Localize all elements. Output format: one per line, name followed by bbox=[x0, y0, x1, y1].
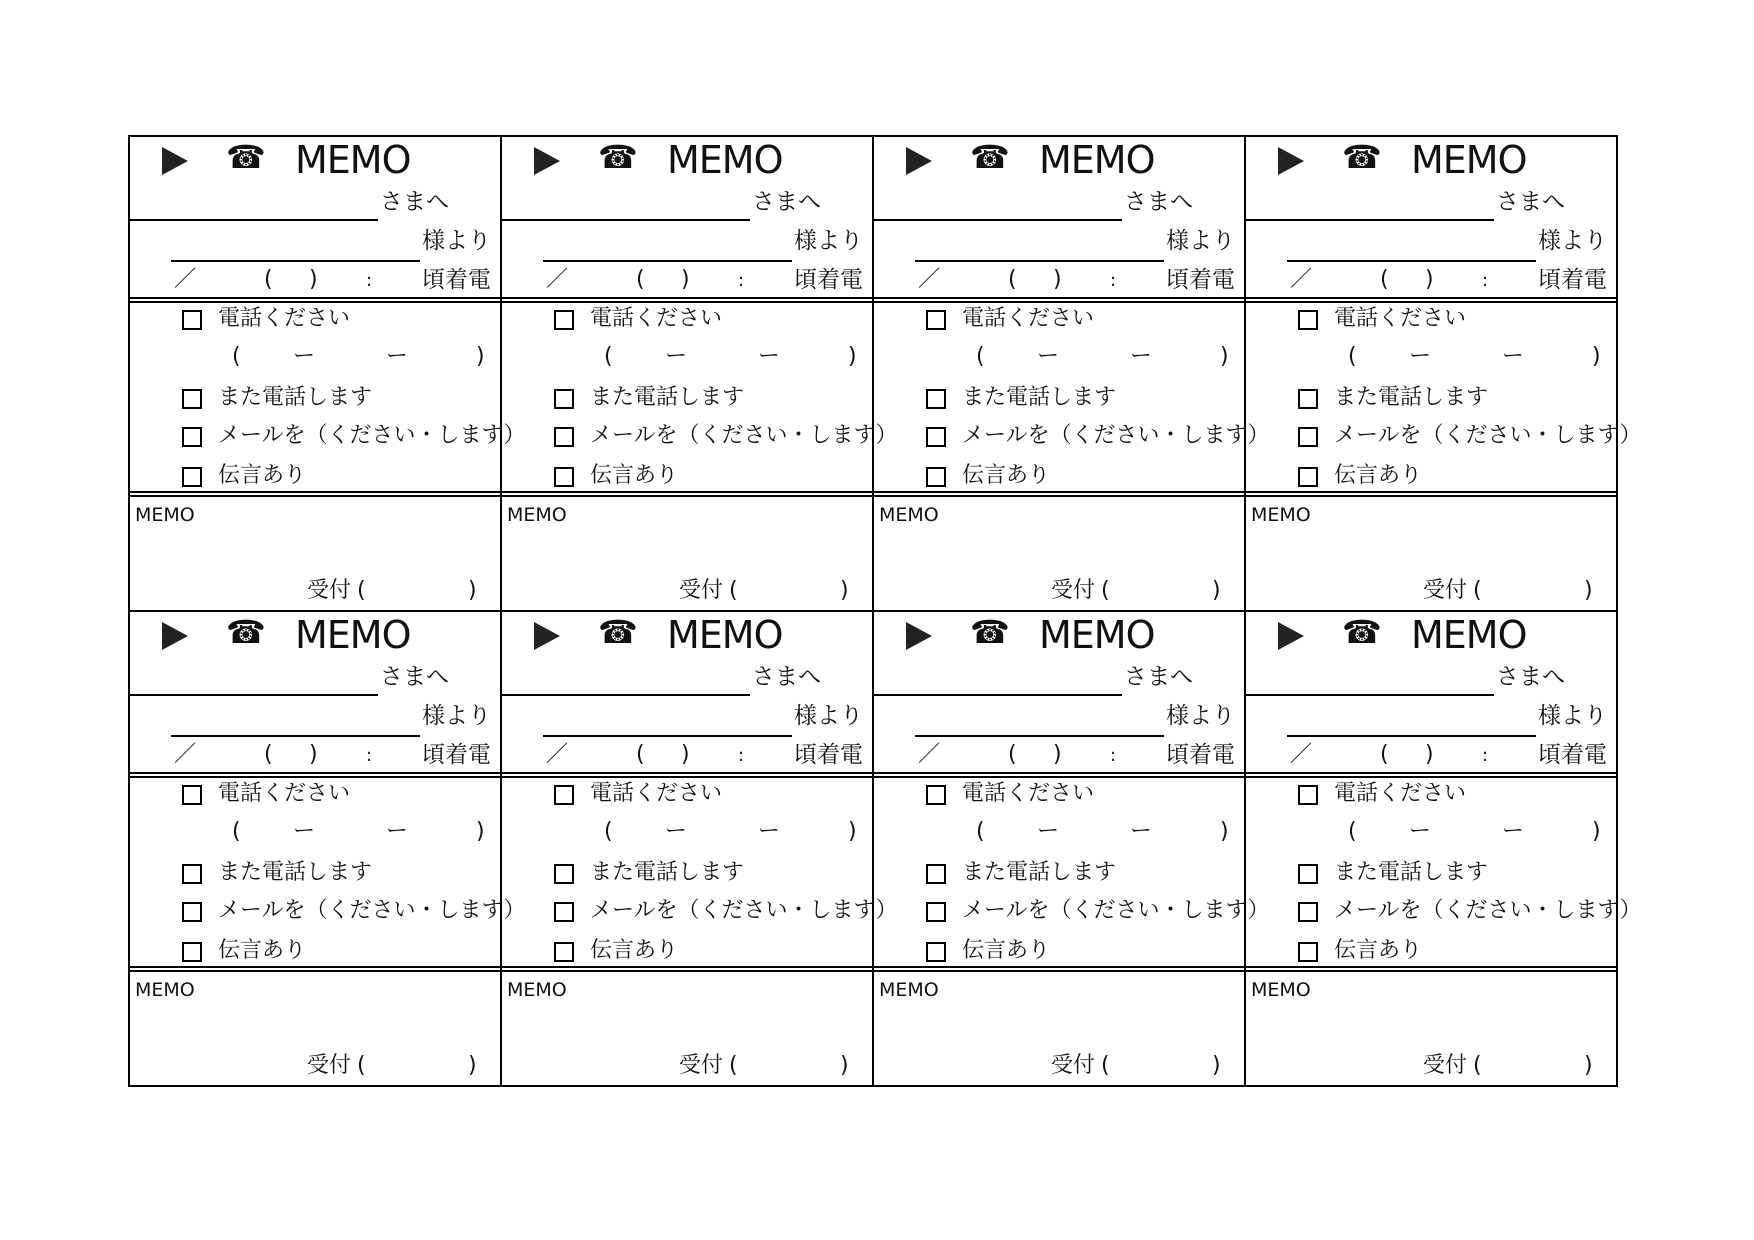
to-name-field[interactable] bbox=[874, 694, 1122, 696]
separator-top bbox=[502, 772, 872, 774]
memo-title: MEMO bbox=[1411, 613, 1527, 657]
phone-dash-1: ー bbox=[1037, 344, 1060, 369]
received-paren-close: ) bbox=[1584, 1053, 1593, 1078]
time-colon: : bbox=[1110, 270, 1117, 291]
memo-title: MEMO bbox=[667, 138, 783, 182]
to-suffix-label: さまへ bbox=[380, 189, 449, 215]
to-name-field[interactable] bbox=[130, 694, 378, 696]
date-slash: ／ bbox=[918, 267, 941, 292]
option-will-call-again-label: また電話します bbox=[1334, 860, 1489, 885]
checkbox-will-call-again[interactable] bbox=[554, 864, 574, 884]
checkbox-message[interactable] bbox=[1298, 942, 1318, 962]
option-call-back-label: 電話ください bbox=[590, 781, 723, 806]
option-email-label: メールを（ください・します） bbox=[1334, 423, 1642, 448]
phone-paren-open: ( bbox=[1348, 819, 1357, 844]
checkbox-call-back[interactable] bbox=[926, 310, 946, 330]
memo-label: MEMO bbox=[507, 979, 567, 1001]
separator-bottom-inner bbox=[502, 495, 872, 497]
memo-title: MEMO bbox=[1039, 613, 1155, 657]
to-name-field[interactable] bbox=[1246, 694, 1494, 696]
option-email-label: メールを（ください・します） bbox=[590, 423, 898, 448]
time-suffix-label: 頃着電 bbox=[794, 742, 863, 768]
memo-label: MEMO bbox=[135, 504, 195, 526]
phone-paren-close: ) bbox=[848, 344, 857, 369]
checkbox-message[interactable] bbox=[926, 942, 946, 962]
time-suffix-label: 頃着電 bbox=[1538, 267, 1607, 293]
time-colon: : bbox=[1482, 745, 1489, 766]
received-label: 受付 bbox=[1423, 578, 1468, 603]
checkbox-will-call-again[interactable] bbox=[554, 389, 574, 409]
phone-dash-1: ー bbox=[665, 819, 688, 844]
received-paren-open: ( bbox=[1101, 578, 1110, 603]
date-slash: ／ bbox=[1290, 267, 1313, 292]
phone-memo-card bbox=[873, 611, 1270, 1086]
time-suffix-label: 頃着電 bbox=[1166, 742, 1235, 768]
checkbox-email[interactable] bbox=[182, 427, 202, 447]
checkbox-will-call-again[interactable] bbox=[1298, 389, 1318, 409]
received-label: 受付 bbox=[307, 1053, 352, 1078]
separator-bottom-inner bbox=[1246, 970, 1616, 972]
option-will-call-again-label: また電話します bbox=[218, 860, 373, 885]
memo-label: MEMO bbox=[507, 504, 567, 526]
phone-dash-2: ー bbox=[758, 819, 781, 844]
checkbox-call-back[interactable] bbox=[554, 785, 574, 805]
phone-paren-close: ) bbox=[1220, 344, 1229, 369]
option-call-back-label: 電話ください bbox=[218, 781, 351, 806]
received-label: 受付 bbox=[1051, 1053, 1096, 1078]
to-name-field[interactable] bbox=[130, 219, 378, 221]
checkbox-email[interactable] bbox=[554, 427, 574, 447]
checkbox-will-call-again[interactable] bbox=[926, 864, 946, 884]
separator-top bbox=[874, 297, 1244, 299]
separator-bottom bbox=[502, 491, 872, 493]
option-will-call-again-label: また電話します bbox=[962, 860, 1117, 885]
received-label: 受付 bbox=[307, 578, 352, 603]
separator-top bbox=[130, 772, 500, 774]
memo-title: MEMO bbox=[1039, 138, 1155, 182]
phone-paren-close: ) bbox=[476, 344, 485, 369]
to-name-field[interactable] bbox=[502, 694, 750, 696]
phone-dash-2: ー bbox=[1130, 344, 1153, 369]
play-triangle-icon bbox=[162, 622, 188, 650]
checkbox-email[interactable] bbox=[1298, 427, 1318, 447]
separator-bottom bbox=[874, 966, 1244, 968]
play-triangle-icon bbox=[1278, 622, 1304, 650]
separator-top-inner bbox=[502, 301, 872, 303]
separator-bottom bbox=[130, 491, 500, 493]
option-call-back-label: 電話ください bbox=[962, 781, 1095, 806]
time-colon: : bbox=[738, 745, 745, 766]
to-suffix-label: さまへ bbox=[1124, 189, 1193, 215]
option-call-back-label: 電話ください bbox=[218, 306, 351, 331]
weekday-paren-close: ) bbox=[1053, 267, 1062, 292]
weekday-paren-open: ( bbox=[264, 267, 273, 292]
separator-top-inner bbox=[502, 776, 872, 778]
from-suffix-label: 様より bbox=[794, 228, 863, 254]
phone-memo-card bbox=[1245, 136, 1642, 611]
play-triangle-icon bbox=[162, 147, 188, 175]
checkbox-message[interactable] bbox=[926, 467, 946, 487]
from-suffix-label: 様より bbox=[1538, 228, 1607, 254]
phone-dash-1: ー bbox=[665, 344, 688, 369]
received-paren-open: ( bbox=[357, 1053, 366, 1078]
weekday-paren-open: ( bbox=[1008, 742, 1017, 767]
option-email-label: メールを（ください・します） bbox=[218, 423, 526, 448]
play-triangle-icon bbox=[906, 622, 932, 650]
checkbox-email[interactable] bbox=[926, 902, 946, 922]
play-triangle-icon bbox=[534, 147, 560, 175]
checkbox-message[interactable] bbox=[554, 942, 574, 962]
separator-bottom-inner bbox=[1246, 495, 1616, 497]
option-will-call-again-label: また電話します bbox=[590, 385, 745, 410]
checkbox-call-back[interactable] bbox=[554, 310, 574, 330]
time-colon: : bbox=[366, 745, 373, 766]
memo-label: MEMO bbox=[1251, 504, 1311, 526]
phone-memo-card bbox=[501, 136, 898, 611]
date-slash: ／ bbox=[174, 742, 197, 767]
weekday-paren-close: ) bbox=[1053, 742, 1062, 767]
phone-memo-card bbox=[1245, 611, 1642, 1086]
from-name-field[interactable] bbox=[1287, 260, 1536, 262]
phone-dash-2: ー bbox=[758, 344, 781, 369]
phone-paren-open: ( bbox=[604, 819, 613, 844]
received-paren-close: ) bbox=[1584, 578, 1593, 603]
received-paren-open: ( bbox=[1473, 1053, 1482, 1078]
weekday-paren-open: ( bbox=[636, 742, 645, 767]
phone-dash-1: ー bbox=[293, 344, 316, 369]
separator-top bbox=[874, 772, 1244, 774]
separator-top-inner bbox=[1246, 301, 1616, 303]
to-suffix-label: さまへ bbox=[1496, 664, 1565, 690]
phone-dash-1: ー bbox=[1409, 344, 1432, 369]
option-call-back-label: 電話ください bbox=[962, 306, 1095, 331]
option-call-back-label: 電話ください bbox=[590, 306, 723, 331]
checkbox-message[interactable] bbox=[182, 942, 202, 962]
weekday-paren-open: ( bbox=[636, 267, 645, 292]
separator-top-inner bbox=[1246, 776, 1616, 778]
telephone-icon: ☎ bbox=[1342, 613, 1382, 651]
phone-paren-open: ( bbox=[1348, 344, 1357, 369]
received-paren-close: ) bbox=[1212, 1053, 1221, 1078]
separator-bottom-inner bbox=[502, 970, 872, 972]
time-suffix-label: 頃着電 bbox=[1538, 742, 1607, 768]
separator-top bbox=[502, 297, 872, 299]
weekday-paren-close: ) bbox=[681, 267, 690, 292]
option-message-label: 伝言あり bbox=[962, 938, 1051, 963]
telephone-icon: ☎ bbox=[598, 138, 638, 176]
phone-dash-2: ー bbox=[386, 344, 409, 369]
weekday-paren-open: ( bbox=[1008, 267, 1017, 292]
telephone-icon: ☎ bbox=[226, 613, 266, 651]
memo-label: MEMO bbox=[879, 504, 939, 526]
memo-title: MEMO bbox=[667, 613, 783, 657]
option-message-label: 伝言あり bbox=[590, 938, 679, 963]
checkbox-call-back[interactable] bbox=[182, 785, 202, 805]
separator-bottom bbox=[502, 966, 872, 968]
date-slash: ／ bbox=[918, 742, 941, 767]
memo-sheet bbox=[128, 135, 1642, 1087]
option-message-label: 伝言あり bbox=[218, 938, 307, 963]
from-name-field[interactable] bbox=[915, 260, 1164, 262]
option-will-call-again-label: また電話します bbox=[962, 385, 1117, 410]
to-suffix-label: さまへ bbox=[1496, 189, 1565, 215]
separator-top bbox=[1246, 772, 1616, 774]
play-triangle-icon bbox=[906, 147, 932, 175]
received-paren-close: ) bbox=[468, 578, 477, 603]
from-name-field[interactable] bbox=[543, 260, 792, 262]
checkbox-will-call-again[interactable] bbox=[182, 389, 202, 409]
option-call-back-label: 電話ください bbox=[1334, 781, 1467, 806]
time-suffix-label: 頃着電 bbox=[422, 267, 491, 293]
time-colon: : bbox=[738, 270, 745, 291]
option-message-label: 伝言あり bbox=[218, 463, 307, 488]
separator-top-inner bbox=[874, 301, 1244, 303]
separator-top-inner bbox=[130, 301, 500, 303]
memo-title: MEMO bbox=[295, 138, 411, 182]
checkbox-will-call-again[interactable] bbox=[926, 389, 946, 409]
weekday-paren-open: ( bbox=[1380, 267, 1389, 292]
option-email-label: メールを（ください・します） bbox=[962, 423, 1270, 448]
option-message-label: 伝言あり bbox=[590, 463, 679, 488]
weekday-paren-close: ) bbox=[1425, 742, 1434, 767]
memo-label: MEMO bbox=[1251, 979, 1311, 1001]
separator-top-inner bbox=[874, 776, 1244, 778]
received-label: 受付 bbox=[1051, 578, 1096, 603]
option-email-label: メールを（ください・します） bbox=[218, 898, 526, 923]
memo-label: MEMO bbox=[135, 979, 195, 1001]
option-email-label: メールを（ください・します） bbox=[1334, 898, 1642, 923]
checkbox-email[interactable] bbox=[926, 427, 946, 447]
to-suffix-label: さまへ bbox=[752, 664, 821, 690]
phone-dash-2: ー bbox=[1502, 819, 1525, 844]
phone-dash-2: ー bbox=[1130, 819, 1153, 844]
separator-bottom-inner bbox=[130, 495, 500, 497]
play-triangle-icon bbox=[1278, 147, 1304, 175]
option-message-label: 伝言あり bbox=[962, 463, 1051, 488]
time-colon: : bbox=[1482, 270, 1489, 291]
separator-top bbox=[1246, 297, 1616, 299]
phone-paren-close: ) bbox=[1220, 819, 1229, 844]
phone-dash-2: ー bbox=[1502, 344, 1525, 369]
received-label: 受付 bbox=[1423, 1053, 1468, 1078]
checkbox-call-back[interactable] bbox=[1298, 310, 1318, 330]
separator-bottom bbox=[874, 491, 1244, 493]
phone-memo-card bbox=[129, 611, 526, 1086]
from-suffix-label: 様より bbox=[422, 703, 491, 729]
telephone-icon: ☎ bbox=[598, 613, 638, 651]
from-name-field[interactable] bbox=[1287, 735, 1536, 737]
from-suffix-label: 様より bbox=[422, 228, 491, 254]
telephone-icon: ☎ bbox=[970, 138, 1010, 176]
phone-paren-close: ) bbox=[1592, 819, 1601, 844]
checkbox-call-back[interactable] bbox=[1298, 785, 1318, 805]
time-suffix-label: 頃着電 bbox=[1166, 267, 1235, 293]
phone-paren-open: ( bbox=[232, 344, 241, 369]
received-paren-open: ( bbox=[357, 578, 366, 603]
option-will-call-again-label: また電話します bbox=[218, 385, 373, 410]
weekday-paren-open: ( bbox=[264, 742, 273, 767]
memo-label: MEMO bbox=[879, 979, 939, 1001]
to-name-field[interactable] bbox=[1246, 219, 1494, 221]
weekday-paren-close: ) bbox=[1425, 267, 1434, 292]
from-suffix-label: 様より bbox=[1166, 228, 1235, 254]
checkbox-call-back[interactable] bbox=[926, 785, 946, 805]
phone-memo-card bbox=[873, 136, 1270, 611]
weekday-paren-close: ) bbox=[309, 742, 318, 767]
date-slash: ／ bbox=[546, 267, 569, 292]
checkbox-call-back[interactable] bbox=[182, 310, 202, 330]
checkbox-email[interactable] bbox=[1298, 902, 1318, 922]
phone-paren-close: ) bbox=[848, 819, 857, 844]
memo-title: MEMO bbox=[295, 613, 411, 657]
received-paren-open: ( bbox=[729, 1053, 738, 1078]
option-email-label: メールを（ください・します） bbox=[962, 898, 1270, 923]
time-suffix-label: 頃着電 bbox=[422, 742, 491, 768]
option-will-call-again-label: また電話します bbox=[1334, 385, 1489, 410]
to-suffix-label: さまへ bbox=[380, 664, 449, 690]
checkbox-message[interactable] bbox=[1298, 467, 1318, 487]
from-name-field[interactable] bbox=[171, 735, 420, 737]
option-message-label: 伝言あり bbox=[1334, 463, 1423, 488]
to-name-field[interactable] bbox=[502, 219, 750, 221]
option-email-label: メールを（ください・します） bbox=[590, 898, 898, 923]
received-paren-close: ) bbox=[840, 1053, 849, 1078]
telephone-icon: ☎ bbox=[1342, 138, 1382, 176]
from-name-field[interactable] bbox=[171, 260, 420, 262]
checkbox-email[interactable] bbox=[554, 902, 574, 922]
telephone-icon: ☎ bbox=[226, 138, 266, 176]
from-suffix-label: 様より bbox=[1166, 703, 1235, 729]
received-paren-close: ) bbox=[1212, 578, 1221, 603]
date-slash: ／ bbox=[546, 742, 569, 767]
separator-bottom-inner bbox=[130, 970, 500, 972]
from-name-field[interactable] bbox=[915, 735, 1164, 737]
received-paren-open: ( bbox=[729, 578, 738, 603]
phone-paren-close: ) bbox=[476, 819, 485, 844]
play-triangle-icon bbox=[534, 622, 560, 650]
phone-dash-2: ー bbox=[386, 819, 409, 844]
received-paren-close: ) bbox=[468, 1053, 477, 1078]
phone-dash-1: ー bbox=[1409, 819, 1432, 844]
separator-top-inner bbox=[130, 776, 500, 778]
phone-memo-card bbox=[129, 136, 526, 611]
separator-bottom bbox=[1246, 491, 1616, 493]
phone-paren-open: ( bbox=[976, 344, 985, 369]
phone-paren-open: ( bbox=[976, 819, 985, 844]
weekday-paren-open: ( bbox=[1380, 742, 1389, 767]
checkbox-will-call-again[interactable] bbox=[1298, 864, 1318, 884]
phone-paren-close: ) bbox=[1592, 344, 1601, 369]
time-colon: : bbox=[1110, 745, 1117, 766]
time-suffix-label: 頃着電 bbox=[794, 267, 863, 293]
received-label: 受付 bbox=[679, 578, 724, 603]
to-name-field[interactable] bbox=[874, 219, 1122, 221]
separator-bottom bbox=[1246, 966, 1616, 968]
option-will-call-again-label: また電話します bbox=[590, 860, 745, 885]
phone-paren-open: ( bbox=[232, 819, 241, 844]
checkbox-will-call-again[interactable] bbox=[182, 864, 202, 884]
from-suffix-label: 様より bbox=[1538, 703, 1607, 729]
received-paren-open: ( bbox=[1101, 1053, 1110, 1078]
phone-memo-card bbox=[501, 611, 898, 1086]
telephone-icon: ☎ bbox=[970, 613, 1010, 651]
separator-bottom-inner bbox=[874, 495, 1244, 497]
date-slash: ／ bbox=[174, 267, 197, 292]
memo-title: MEMO bbox=[1411, 138, 1527, 182]
separator-bottom-inner bbox=[874, 970, 1244, 972]
received-label: 受付 bbox=[679, 1053, 724, 1078]
phone-paren-open: ( bbox=[604, 344, 613, 369]
weekday-paren-close: ) bbox=[681, 742, 690, 767]
checkbox-message[interactable] bbox=[182, 467, 202, 487]
to-suffix-label: さまへ bbox=[1124, 664, 1193, 690]
separator-top bbox=[130, 297, 500, 299]
to-suffix-label: さまへ bbox=[752, 189, 821, 215]
phone-dash-1: ー bbox=[1037, 819, 1060, 844]
option-message-label: 伝言あり bbox=[1334, 938, 1423, 963]
time-colon: : bbox=[366, 270, 373, 291]
checkbox-message[interactable] bbox=[554, 467, 574, 487]
date-slash: ／ bbox=[1290, 742, 1313, 767]
separator-bottom bbox=[130, 966, 500, 968]
weekday-paren-close: ) bbox=[309, 267, 318, 292]
from-suffix-label: 様より bbox=[794, 703, 863, 729]
received-paren-open: ( bbox=[1473, 578, 1482, 603]
phone-dash-1: ー bbox=[293, 819, 316, 844]
from-name-field[interactable] bbox=[543, 735, 792, 737]
checkbox-email[interactable] bbox=[182, 902, 202, 922]
option-call-back-label: 電話ください bbox=[1334, 306, 1467, 331]
received-paren-close: ) bbox=[840, 578, 849, 603]
